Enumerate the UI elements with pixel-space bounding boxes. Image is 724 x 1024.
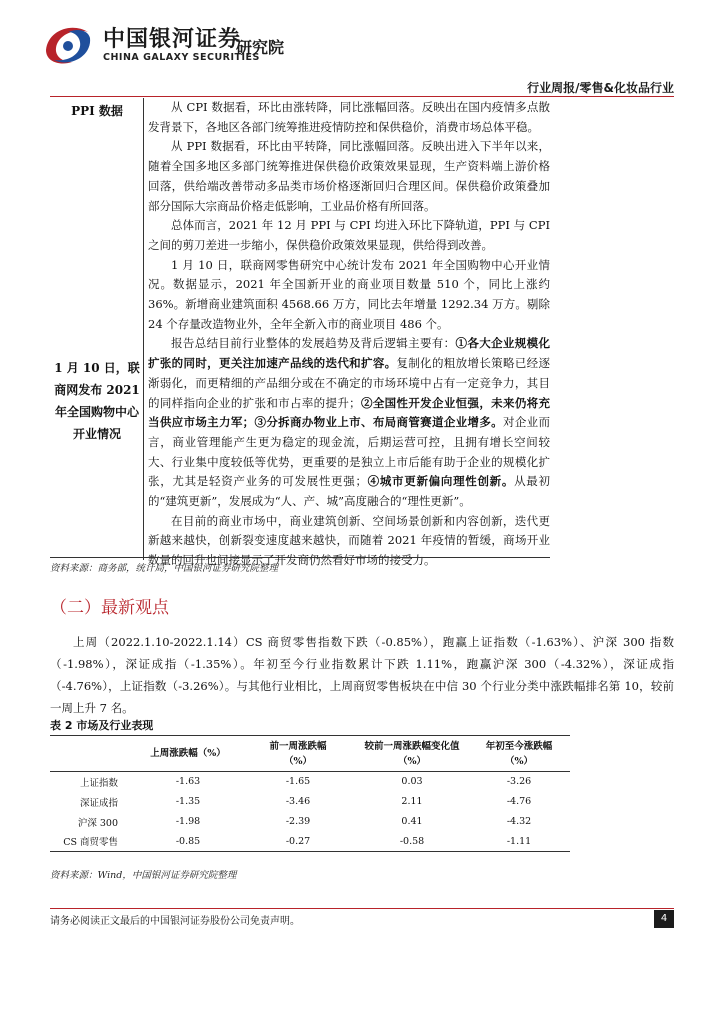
- table-row: [50, 772, 570, 792]
- page-number: 4: [654, 910, 674, 928]
- event-table-bottom-border: [50, 557, 550, 558]
- label-ppi: PPI 数据: [71, 104, 123, 118]
- header-ytd: [468, 736, 570, 772]
- market-review-paragraph: 上周（2022.1.10-2022.1.14）CS 商贸零售指数下跌（-0.85%），跑赢上证指数（-1.63%）、沪深 300 指数（-1.98%），深证成指（-1.35%）。年初至今行业指数累计下跌 1.11%，跑赢沪深 300（-4.32%），深证成指（-4.76%），上证指数（-3.26%）。与其他行业相比，上周商贸零售板块在中信 30 个行业分类中涨跌幅排名第 10，较前一周上升 7 名。: [50, 635, 674, 715]
- cell-last-week: -1.98: [175, 816, 201, 827]
- table-title: 表 2 市场及行业表现: [50, 719, 154, 732]
- cell-prev-week: -3.46: [285, 796, 311, 807]
- trend-1-detail: 复制化的粗放增长策略已经逐渐弱化，而更精细的产品细分或在不确定的市场环境中占有一定竞争力，其目的同样指向企业的扩张和市占率的提升；: [148, 356, 550, 410]
- header-prev-week-label: 前一周涨跌幅: [269, 740, 327, 752]
- trend-3-detail: 对企业而言，商业管理能产生更为稳定的现金流，后期运营可控，且拥有增长空间较大、行业集中度较低等优势，更重要的是独立上市后能有助于企业的规模化扩张，尤其是轻资产业务的可发展性更强；: [148, 415, 551, 489]
- cell-change: 0.03: [401, 776, 423, 788]
- row-label: 上证指数: [79, 777, 118, 789]
- trend-4-detail: 从最初的“建筑更新”，发展成为“人、产、城”高度融合的“理性更新”。: [148, 474, 550, 509]
- header-divider: [50, 96, 674, 97]
- cell-change: 0.41: [401, 816, 423, 827]
- cell-ytd: -4.32: [506, 816, 532, 827]
- trend-3: ③分拆商办物业上市、布局商管赛道企业增多。: [254, 415, 504, 430]
- report-type: 行业周报/零售&化妆品行业: [527, 81, 674, 95]
- paragraph-summary: 总体而言，2021 年 12 月 PPI 与 CPI 均进入环比下降轨道，PPI 与 CPI 之间的剪刀差进一步缩小，保供稳价政策效果显现，供给得到改善。: [148, 218, 550, 252]
- event-table: [50, 98, 551, 568]
- paragraph-mall-openings: 1 月 10 日，联商网零售研究中心统计发布 2021 年全国购物中心开业情况。数据显示，2021 年全国新开业的商业项目数量 510 个，同比上涨约 36%。新增商业建筑面积 4568.66 万方，同比去年增量 1292.34 万方。剔除 24 个存量改造物业外，全年全新入市的商业项目 486 个。: [148, 257, 550, 331]
- paragraph-outlook: 在目前的商业市场中，商业建筑创新、空间场景创新和内容创新，迭代更新越来越快，创新裂变速度越来越快，而随着 2021 年疫情的暂缓，商场开业数量的回升也间接显示了开发商仍然看好市场的接受力。: [148, 513, 550, 568]
- brand-name-cn: 中国银河证券: [103, 27, 242, 52]
- header-change: [356, 736, 468, 772]
- brand-institute: 研究院: [236, 38, 285, 57]
- row-label: CS 商贸零售: [50, 832, 136, 852]
- section-title: （二）最新观点: [50, 598, 169, 618]
- table-row: [50, 812, 570, 832]
- header-blank: [50, 736, 136, 772]
- paragraph-cpi: 从 CPI 数据看，环比由涨转降，同比涨幅回落。反映出在国内疫情多点散发背景下，各地区各部门统筹推进疫情防控和保供稳价，消费市场总体平稳。: [148, 100, 550, 134]
- cell-prev-week: -1.65: [285, 776, 311, 788]
- cell-last-week: -1.35: [175, 796, 201, 807]
- event-content-column: [148, 98, 550, 571]
- table-source-note: 资料来源：Wind，中国银河证券研究院整理: [50, 870, 237, 881]
- paragraph-ppi: 从 PPI 数据看，环比由平转降，同比涨幅回落。反映出进入下半年以来，随着全国多地区多部门统筹推进保供稳价政策效果显现，生产资料端上游价格回落，供给端改善带动多品类市场价格逐渐回归合理区间。保供稳价政策叠加部分国际大宗商品价格走低影响，工业品价格有所回落。: [148, 139, 550, 213]
- footer-divider: [50, 908, 674, 909]
- cell-ytd: -3.26: [506, 776, 532, 788]
- event-label-column: [50, 98, 144, 560]
- row-label: 深证成指: [79, 797, 118, 809]
- cell-last-week: -1.63: [175, 776, 201, 788]
- cell-ytd: -1.11: [468, 832, 570, 852]
- trend-intro: 报告总结目前行业整体的发展趋势及背后逻辑主要有：: [171, 336, 456, 351]
- table-row: [50, 792, 570, 812]
- header-ytd-unit: （%）: [504, 755, 534, 767]
- cell-prev-week: -0.27: [240, 832, 356, 852]
- header-prev-week: [240, 736, 356, 772]
- table-row: [50, 832, 570, 852]
- disclaimer: 请务必阅读正文最后的中国银河证券股份公司免责声明。: [50, 916, 300, 927]
- trend-2: ②全国性开发企业恒强，未来仍将充当供应市场主力军；: [148, 395, 551, 430]
- market-performance-table: [50, 735, 570, 852]
- header-change-unit: （%）: [397, 755, 427, 767]
- cell-change: -0.58: [356, 832, 468, 852]
- table-header-row: [50, 736, 570, 772]
- trend-1: ①各大企业规模化扩张的同时，更关注加速产品线的迭代和扩容。: [148, 336, 550, 371]
- header-last-week: 上周涨跌幅（%）: [136, 736, 240, 772]
- source-note: 资料来源：商务部，统计局，中国银河证券研究院整理: [50, 563, 279, 574]
- cell-ytd: -4.76: [506, 796, 532, 807]
- header-prev-week-unit: （%）: [283, 755, 313, 767]
- row-label: 沪深 300: [77, 817, 118, 829]
- brand-name-en: CHINA GALAXY SECURITIES: [103, 52, 260, 63]
- cell-prev-week: -2.39: [285, 816, 311, 827]
- header-ytd-label: 年初至今涨跌幅: [485, 740, 553, 752]
- page-header: [0, 0, 724, 100]
- label-mall-openings: 1 月 10 日，联商网发布 2021 年全国购物中心开业情况: [54, 361, 140, 441]
- galaxy-logo-icon: [42, 20, 94, 68]
- trend-4: ④城市更新偏向理性创新。: [366, 474, 515, 489]
- paragraph-trends: [148, 334, 550, 511]
- cell-last-week: -0.85: [136, 832, 240, 852]
- header-change-label: 较前一周涨跌幅变化值: [364, 740, 460, 752]
- cell-change: 2.11: [401, 796, 423, 807]
